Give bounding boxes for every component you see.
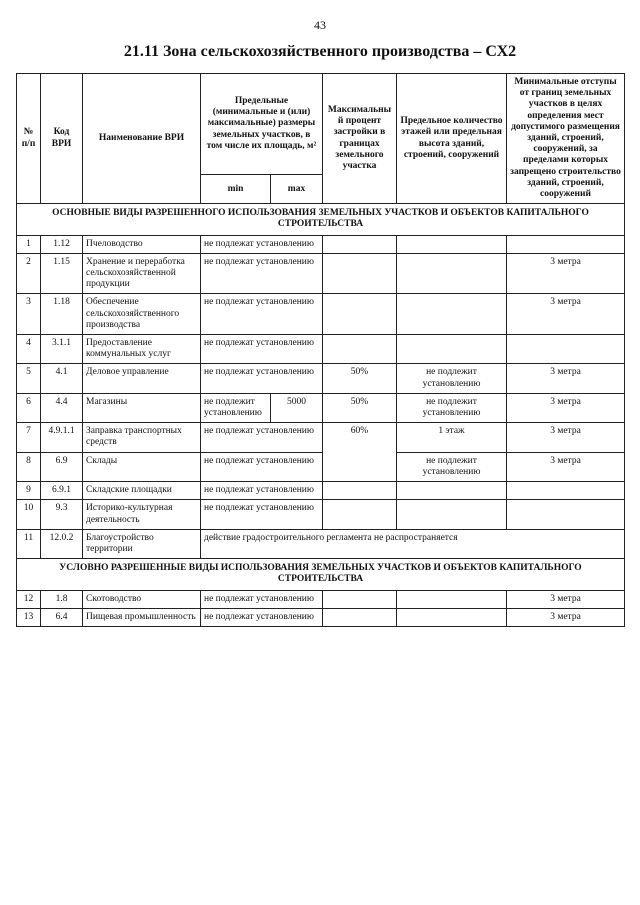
col-header-max: max	[271, 175, 323, 204]
table-row	[17, 608, 625, 626]
row-area-min: не подлежит установлению	[201, 393, 271, 422]
row-setback	[507, 335, 625, 364]
header-row	[17, 74, 625, 175]
row-name: Пищевая промышленность	[83, 608, 201, 626]
row-code: 1.18	[41, 294, 83, 335]
row-setback: 3 метра	[507, 423, 625, 452]
section-title: ОСНОВНЫЕ ВИДЫ РАЗРЕШЕННОГО ИСПОЛЬЗОВАНИЯ ЗЕМЕЛЬНЫХ УЧАСТКОВ И ОБЪЕКТОВ КАПИТАЛЬНОГО СТРОИТЕЛЬСТВА	[17, 204, 625, 235]
row-floors: 1 этаж	[397, 423, 507, 452]
row-build-pct	[323, 608, 397, 626]
row-area: не подлежат установлению	[201, 364, 323, 393]
row-area: не подлежат установлению	[201, 608, 323, 626]
row-setback	[507, 235, 625, 253]
row-name: Деловое управление	[83, 364, 201, 393]
row-floors	[397, 608, 507, 626]
table-row	[17, 452, 625, 481]
row-area: не подлежат установлению	[201, 482, 323, 500]
row-name: Благоустройство территории	[83, 529, 201, 558]
row-setback: 3 метра	[507, 393, 625, 422]
row-build-pct: 60%	[323, 423, 397, 482]
row-code: 1.8	[41, 590, 83, 608]
row-setback: 3 метра	[507, 294, 625, 335]
col-header-setback: Минимальные отступы от границ земельных участков в целях определения мест допустимого размещения зданий, строений, сооружений, за пределами которых запрещено строительство зданий, строений, сооружений	[507, 74, 625, 204]
row-num: 4	[17, 335, 41, 364]
zoning-table	[16, 73, 625, 627]
row-name: Предоставление коммунальных услуг	[83, 335, 201, 364]
row-name: Хранение и переработка сельскохозяйственной продукции	[83, 253, 201, 294]
row-build-pct	[323, 335, 397, 364]
row-setback: 3 метра	[507, 590, 625, 608]
row-num: 10	[17, 500, 41, 529]
table-row	[17, 235, 625, 253]
row-setback: 3 метра	[507, 608, 625, 626]
row-floors	[397, 253, 507, 294]
row-build-pct	[323, 235, 397, 253]
row-num: 13	[17, 608, 41, 626]
row-floors	[397, 500, 507, 529]
row-build-pct	[323, 590, 397, 608]
row-num: 5	[17, 364, 41, 393]
row-area: не подлежат установлению	[201, 423, 323, 452]
row-build-pct	[323, 253, 397, 294]
row-code: 9.3	[41, 500, 83, 529]
table-row	[17, 423, 625, 452]
row-name: Склады	[83, 452, 201, 481]
page-number: 43	[314, 18, 326, 32]
row-name: Обеспечение сельскохозяйственного производства	[83, 294, 201, 335]
row-num: 3	[17, 294, 41, 335]
col-header-area: Предельные (минимальные и (или) максимальные) размеры земельных участков, в том числе их площадь, м²	[201, 74, 323, 175]
row-floors: не подлежит установлению	[397, 452, 507, 481]
row-code: 12.0.2	[41, 529, 83, 558]
row-name: Заправка транспортных средств	[83, 423, 201, 452]
section-title: УСЛОВНО РАЗРЕШЕННЫЕ ВИДЫ ИСПОЛЬЗОВАНИЯ ЗЕМЕЛЬНЫХ УЧАСТКОВ И ОБЪЕКТОВ КАПИТАЛЬНОГО СТРОИТЕЛЬСТВА	[17, 559, 625, 590]
document-title: 21.11 Зона сельскохозяйственного производства – СХ2	[123, 43, 517, 60]
row-build-pct	[323, 500, 397, 529]
table-row	[17, 294, 625, 335]
row-build-pct	[323, 482, 397, 500]
row-floors	[397, 335, 507, 364]
row-area: не подлежат установлению	[201, 452, 323, 481]
table-row	[17, 590, 625, 608]
row-num: 2	[17, 253, 41, 294]
row-num: 8	[17, 452, 41, 481]
table-row	[17, 482, 625, 500]
row-floors: не подлежит установлению	[397, 364, 507, 393]
row-num: 12	[17, 590, 41, 608]
col-header-build-pct: Максимальный процент застройки в границах земельного участка	[323, 74, 397, 204]
row-code: 6.9	[41, 452, 83, 481]
row-build-pct: 50%	[323, 364, 397, 393]
row-area: не подлежат установлению	[201, 235, 323, 253]
row-floors: не подлежит установлению	[397, 393, 507, 422]
row-area-max: 5000	[271, 393, 323, 422]
row-floors	[397, 294, 507, 335]
row-num: 1	[17, 235, 41, 253]
row-num: 9	[17, 482, 41, 500]
section-row-main	[17, 204, 625, 235]
row-area: не подлежат установлению	[201, 500, 323, 529]
row-code: 3.1.1	[41, 335, 83, 364]
row-build-pct	[323, 294, 397, 335]
table-row	[17, 393, 625, 422]
row-code: 1.15	[41, 253, 83, 294]
col-header-min: min	[201, 175, 271, 204]
row-area: не подлежат установлению	[201, 294, 323, 335]
row-num: 7	[17, 423, 41, 452]
col-header-code: Код ВРИ	[41, 74, 83, 204]
row-name: Складские площадки	[83, 482, 201, 500]
row-name: Историко-культурная деятельность	[83, 500, 201, 529]
row-num: 6	[17, 393, 41, 422]
row-regulation-note: действие градостроительного регламента не распространяется	[201, 529, 625, 558]
row-code: 1.12	[41, 235, 83, 253]
row-area: не подлежат установлению	[201, 590, 323, 608]
col-header-num: № п/п	[17, 74, 41, 204]
row-code: 4.9.1.1	[41, 423, 83, 452]
table-row	[17, 500, 625, 529]
row-floors	[397, 482, 507, 500]
row-setback: 3 метра	[507, 364, 625, 393]
row-code: 4.1	[41, 364, 83, 393]
section-row-conditional	[17, 559, 625, 590]
row-area: не подлежат установлению	[201, 335, 323, 364]
row-name: Скотоводство	[83, 590, 201, 608]
row-setback: 3 метра	[507, 253, 625, 294]
row-name: Пчеловодство	[83, 235, 201, 253]
table-row	[17, 335, 625, 364]
table-row	[17, 529, 625, 558]
col-header-name: Наименование ВРИ	[83, 74, 201, 204]
row-setback: 3 метра	[507, 452, 625, 481]
row-floors	[397, 235, 507, 253]
row-floors	[397, 590, 507, 608]
col-header-floors: Предельное количество этажей или предельная высота зданий, строений, сооружений	[397, 74, 507, 204]
row-code: 4.4	[41, 393, 83, 422]
row-code: 6.4	[41, 608, 83, 626]
row-build-pct: 50%	[323, 393, 397, 422]
row-code: 6.9.1	[41, 482, 83, 500]
table-row	[17, 253, 625, 294]
row-num: 11	[17, 529, 41, 558]
table-row	[17, 364, 625, 393]
row-name: Магазины	[83, 393, 201, 422]
row-setback	[507, 482, 625, 500]
row-setback	[507, 500, 625, 529]
row-area: не подлежат установлению	[201, 253, 323, 294]
